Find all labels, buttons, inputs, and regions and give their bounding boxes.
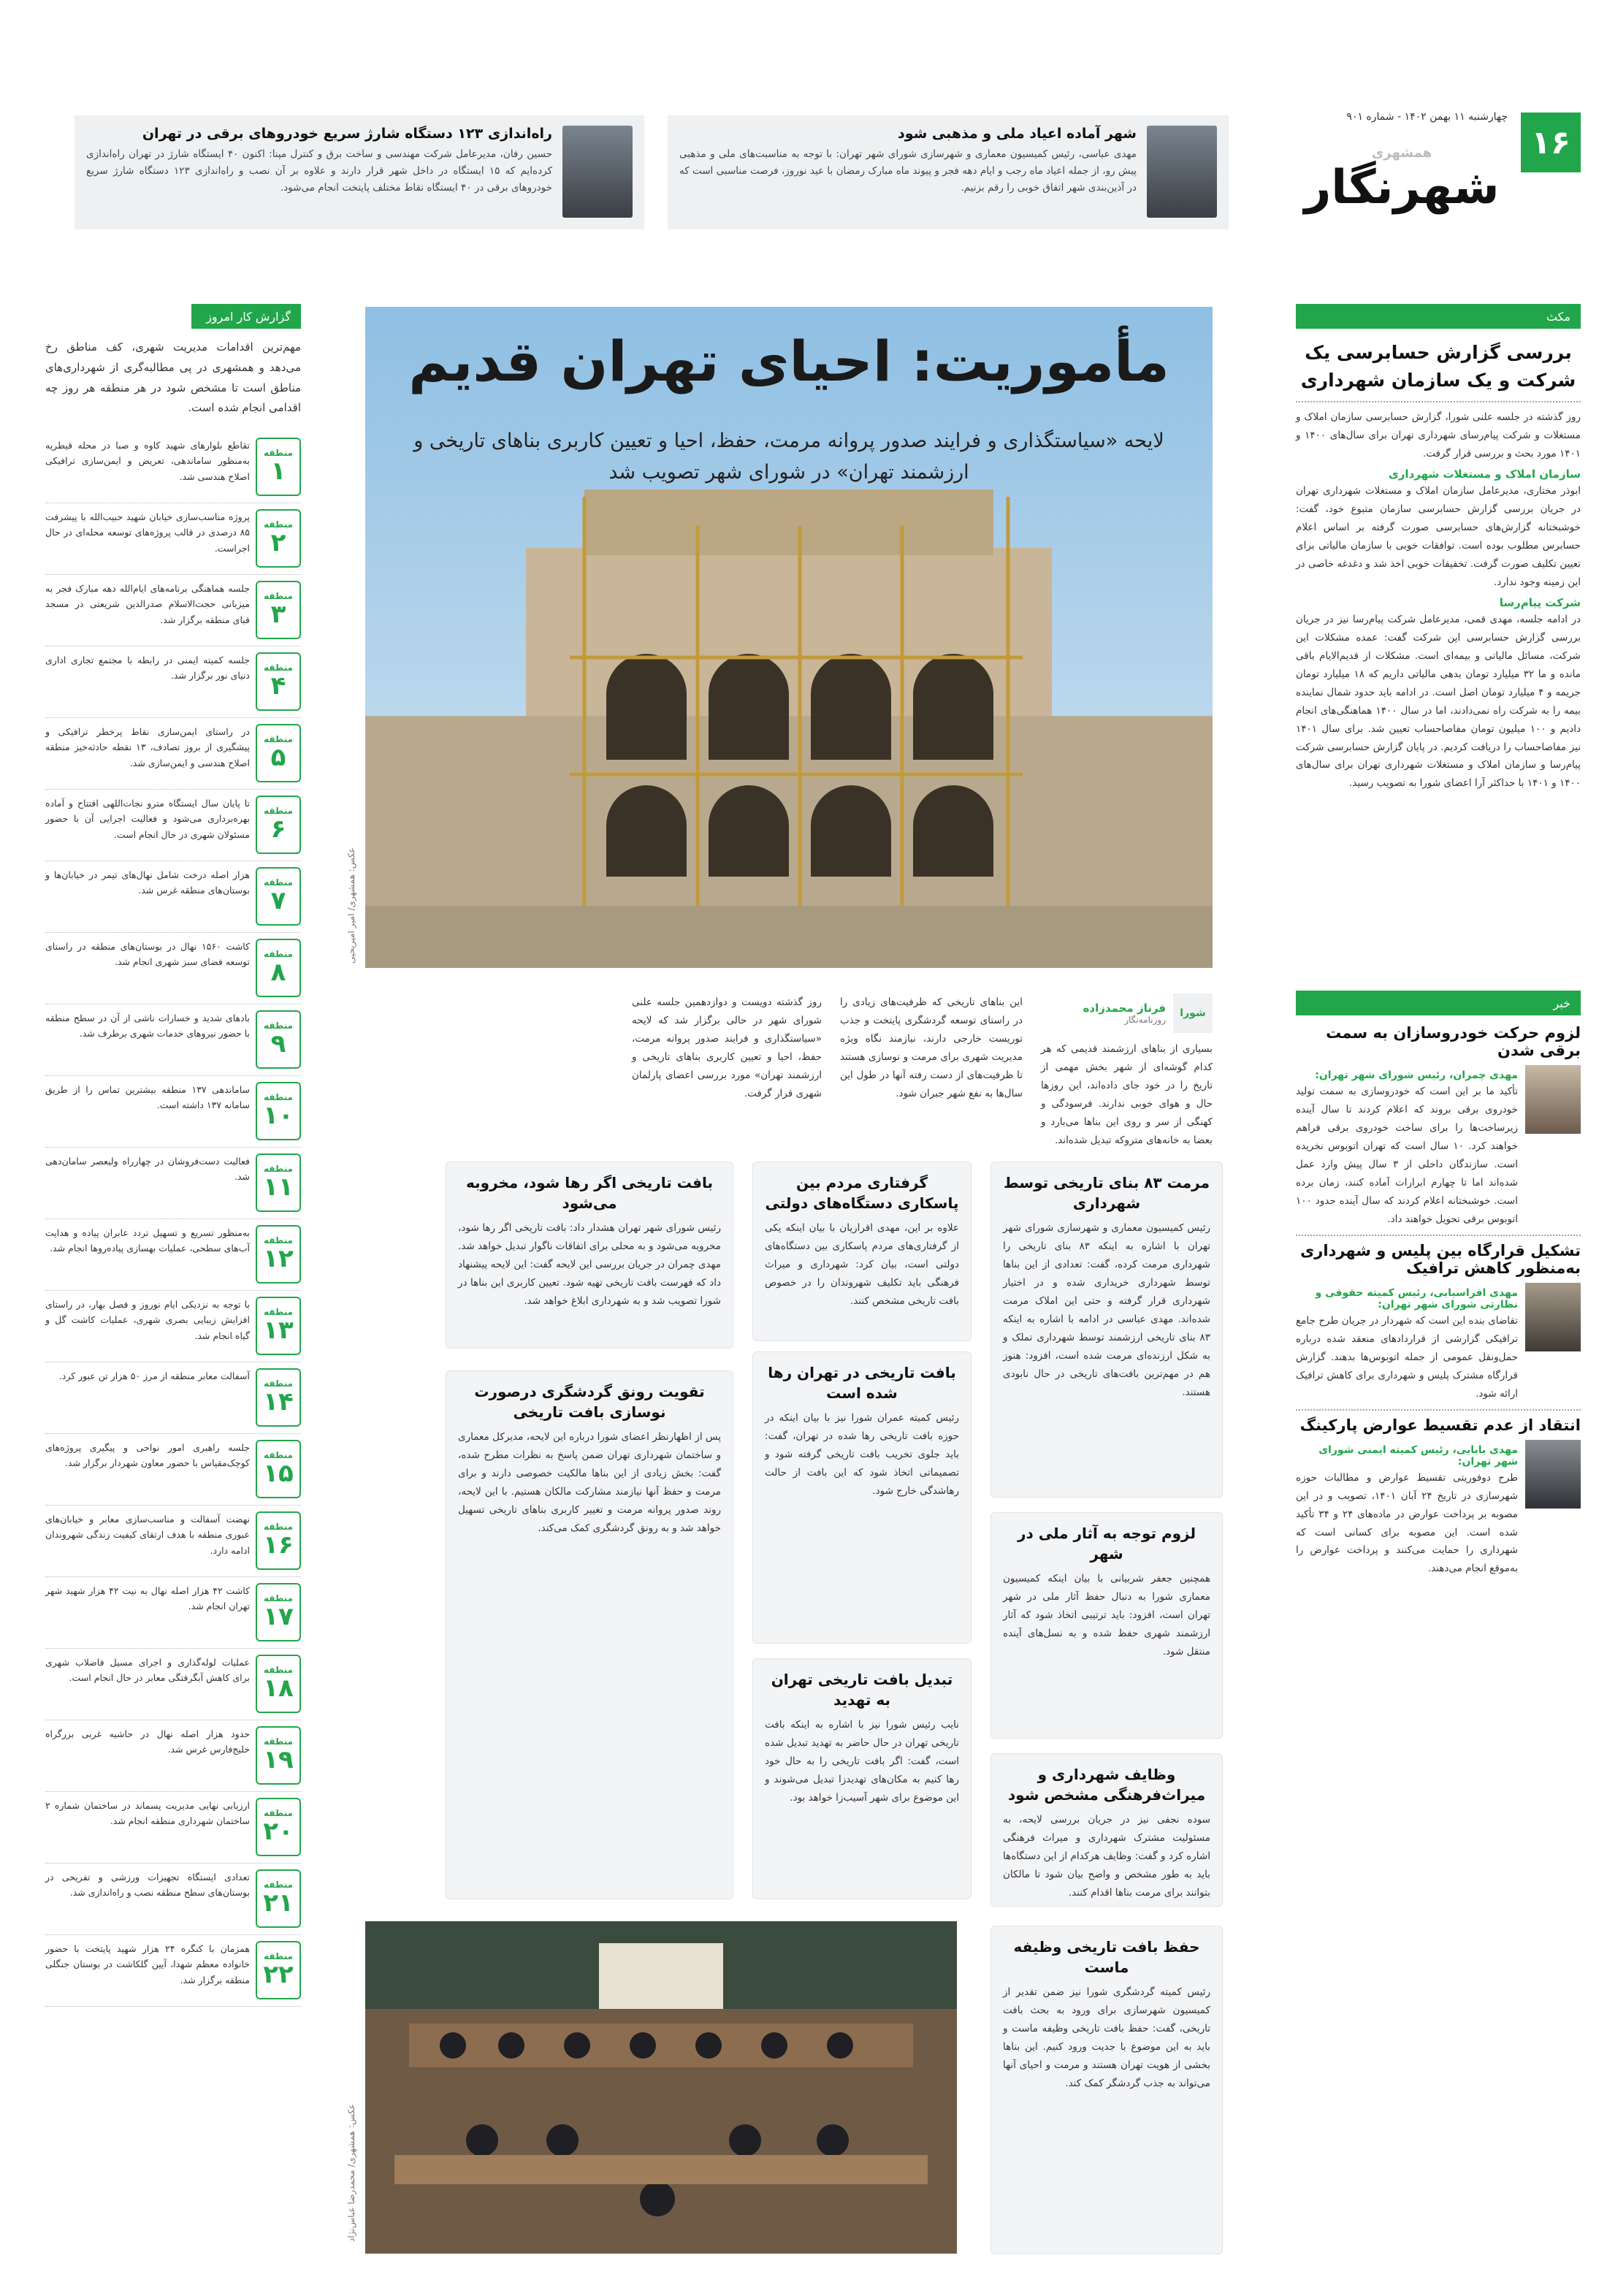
- region-label: منطقه: [264, 877, 293, 888]
- region-text: ساماندهی ۱۳۷ منطقه بیشترین تماس را از طریق سامانه ۱۳۷ داشته است.: [45, 1084, 250, 1111]
- region-text: تعدادی ایستگاه تجهیزات ورزشی و تفریحی در بوستان‌های سطح منطقه نصب و راه‌اندازی شد.: [45, 1872, 250, 1899]
- region-badge: [256, 581, 301, 639]
- region-badge: [256, 1798, 301, 1856]
- news-title: انتقاد از عدم تقسیط عوارض پارکینگ: [1299, 1416, 1581, 1434]
- byline: مهدی چمران، رئیس شورای شهر تهران:: [1315, 1069, 1518, 1081]
- news-item: [1296, 1242, 1581, 1403]
- region-number: ۳: [270, 600, 286, 630]
- card-body: سوده نجفی نیز در جریان بررسی لایحه، به مسئولیت مشترک شهرداری و میراث فرهنگی اشاره کرد و گفت: وظایف هرکدام از این دستگاه‌ها باید به طور مشخص و واضح بیان شود تا مالکان بتوانند برای مرمت بناها اقدام کنند.: [1003, 1814, 1210, 1899]
- card-title: تبدیل بافت تاریخی تهران به تهدید: [771, 1671, 953, 1709]
- top-news-body: حسین رفان، مدیرعامل شرکت مهندسی و ساخت برق و کنترل مپنا: اکنون ۴۰ ایستگاه شارژ در تهران راه‌اندازی کرده‌ایم که ۱۵ ایستگاه در داخل شهر قرار دارند و علاوه بر آن نصب و راه‌اندازی ۱۲۳ دستگاه شارژ سریع خودروهای برقی در ۴۰ ایستگاه نقاط مختلف پایتخت انجام می‌شود.: [86, 148, 553, 194]
- author-role: روزنامه‌نگار: [1124, 1015, 1166, 1025]
- article-card: [990, 1926, 1223, 2254]
- card-body: رئیس شورای شهر تهران هشدار داد: بافت تاریخی اگر رها شود، مخروبه می‌شود و به محلی برای اتفاقات ناگوار تبدیل خواهد شد. مهدی چمران در جریان بررسی این لایحه گفت: این لایحه پیشنهاد داد که فهرست بافت تاریخی تهیه شود. تعیین کاربری این بناها در شورا تصویب شد و به شهرداری ابلاغ خواهد شد.: [458, 1222, 721, 1307]
- region-number: ۴: [270, 671, 286, 701]
- page-number: ۱۶: [1521, 112, 1581, 172]
- intro-p1: بسیاری از بناهای ارزشمند قدیمی که هر کدام گوشه‌ای از شهر بخش مهمی از تاریخ را در خود جای داده‌اند، این روزها حال و هوای خوبی ندارند. فرسودگی و کهنگی از سر و روی این بناها می‌بارد و بعضا به خانه‌های متروکه تبدیل شده‌اند.: [1041, 1043, 1213, 1146]
- region-badge: [256, 724, 301, 782]
- region-number: ۱: [270, 457, 286, 487]
- region-number: ۱۸: [263, 1674, 294, 1704]
- region-label: منطقه: [264, 1450, 293, 1461]
- region-number: ۱۱: [263, 1172, 294, 1202]
- region-text: پروژه مناسب‌سازی خیابان شهید حبیب‌الله با پیشرفت ۸۵ درصدی در قالب پروژه‌های توسعه محله‌ای در حال اجراست.: [45, 511, 250, 554]
- region-number: ۱۹: [263, 1745, 294, 1775]
- region-badge: [256, 1082, 301, 1140]
- photo-credit: عکس: همشهری/ محمدرضا عباس‌نژاد: [346, 2104, 356, 2242]
- region-item: [45, 432, 301, 503]
- byline-photo: [1525, 1283, 1581, 1351]
- region-number: ۱۲: [263, 1244, 294, 1274]
- region-item: [45, 1362, 301, 1434]
- region-item: [45, 1935, 301, 2007]
- region-label: منطقه: [264, 1235, 293, 1246]
- region-badge: [256, 1440, 301, 1498]
- region-label: منطقه: [264, 1307, 293, 1318]
- audit-title: بررسی گزارش حسابرسی یک شرکت و یک سازمان شهرداری: [1300, 342, 1576, 391]
- region-badge: [256, 509, 301, 568]
- news-title: تشکیل قرارگاه بین پلیس و شهرداری به‌منظور کاهش ترافیک: [1300, 1241, 1581, 1277]
- region-label: منطقه: [264, 1092, 293, 1103]
- region-number: ۱۴: [263, 1387, 294, 1417]
- region-item: [45, 1506, 301, 1577]
- region-text: هزار اصله درخت شامل نهال‌های تیمر در خیابان‌ها و بوستان‌های منطقه غرس شد.: [45, 869, 250, 896]
- region-text: تا پایان سال ایستگاه مترو نجات‌اللهی افتتاح و آماده بهره‌برداری می‌شود و فعالیت اجرایی آن با حضور مسئولان شهری در حال انجام است.: [45, 798, 250, 840]
- region-number: ۱۷: [263, 1602, 294, 1632]
- region-item: [45, 575, 301, 647]
- reporter-photo: [1147, 126, 1217, 218]
- region-badge: [256, 438, 301, 496]
- card-title: گرفتاری مردم بین پاسکاری دستگاه‌های دولتی: [765, 1174, 959, 1212]
- region-label: منطقه: [264, 806, 293, 817]
- byline: مهدی بابایی، رئیس کمیته ایمنی شورای شهر تهران:: [1318, 1443, 1518, 1468]
- article-card: [446, 1162, 733, 1349]
- region-text: همزمان با کنگره ۲۴ هزار شهید پایتخت با حضور خانواده معظم شهدا، آیین گلکاشت در بوستان جنگلی منطقه برگزار شد.: [45, 1943, 250, 1986]
- masthead-logo: [1296, 136, 1508, 224]
- region-label: منطقه: [264, 1808, 293, 1819]
- card-title: حفظ بافت تاریخی وظیفه ماست: [1013, 1938, 1200, 1976]
- region-text: جلسه هماهنگی برنامه‌های ایام‌الله دهه مبارک فجر به میزبانی حجت‌الاسلام صدرالدین شریعتی در مسجد قبای منطقه برگزار شد.: [45, 583, 250, 625]
- region-item: [45, 1291, 301, 1362]
- region-number: ۲: [270, 528, 286, 558]
- region-text: جلسه راهبری امور نواحی و پیگیری پروژه‌های کوچک‌مقیاس با حضور معاون شهردار برگزار شد.: [45, 1442, 250, 1469]
- card-body: همچنین جعفر شربیانی با بیان اینکه کمیسیون معماری شورا به دنبال حفظ آثار ملی در شهر تهران است، افزود: باید ترتیبی اتخاذ شود که آثار ارزشمند شهری حفظ شده و به نسل‌های آینده منتقل شود.: [1003, 1573, 1210, 1658]
- region-label: منطقه: [264, 1593, 293, 1604]
- region-text: جلسه کمیته ایمنی در رابطه با مجتمع تجاری اداری دنیای نور برگزار شد.: [45, 655, 250, 682]
- region-number: ۱۵: [263, 1459, 294, 1489]
- region-badge: [256, 939, 301, 997]
- region-text: در راستای ایمن‌سازی نقاط پرخطر ترافیکی و پیشگیری از بروز تصادف، ۱۳ نقطه حادثه‌خیز منطقه اصلاح هندسی و ایمن‌سازی شد.: [45, 726, 250, 768]
- card-body: رئیس کمیته گردشگری شورا نیز ضمن تقدیر از کمیسیون شهرسازی برای ورود به بحث بافت تاریخی، گفت: حفظ بافت تاریخی وظیفه ماست و باید به این موضوع با جدیت ورود کنیم. این بناها بخشی از هویت تهران هستند و مرمت و احیای آنها می‌تواند به جذب گردشگر کمک کند.: [1003, 1986, 1210, 2089]
- region-label: منطقه: [264, 949, 293, 960]
- hero-title: مأموریت: احیای تهران قدیم: [408, 329, 1169, 394]
- region-number: ۸: [270, 958, 286, 988]
- news-item: [1296, 1024, 1581, 1229]
- author-name: فرناز محمدزاده: [1083, 1002, 1166, 1015]
- top-news-title: راه‌اندازی ۱۲۳ دستگاه شارژ سریع خودروهای برقی در تهران: [142, 126, 552, 142]
- card-body: علاوه بر این، مهدی اقراریان با بیان اینکه یکی از گرفتاری‌های مردم پاسکاری بین دستگاه‌های دولتی است، بیان کرد: شهرداری و میراث فرهنگی باید تکلیف شهروندان را در خصوص بافت تاریخی مشخص کنند.: [765, 1222, 959, 1307]
- region-text: آسفالت معابر منطقه از مرز ۵۰ هزار تن عبور کرد.: [58, 1370, 250, 1381]
- region-badge: [256, 1726, 301, 1785]
- article-card: [990, 1512, 1223, 1739]
- regions-column: [45, 304, 301, 2007]
- photo-credit: عکس: همشهری/ امیر امیریحیی: [346, 847, 356, 964]
- region-text: عملیات لوله‌گذاری و اجرای مسیل فاضلاب شهری برای کاهش آبگرفتگی معابر در حال انجام است.: [45, 1657, 250, 1684]
- news-column: [1296, 991, 1581, 1578]
- region-item: [45, 1219, 301, 1291]
- news-item: [1296, 1416, 1581, 1579]
- author-box: [1041, 993, 1213, 1150]
- region-label: منطقه: [264, 448, 293, 459]
- article-card: [752, 1658, 972, 1899]
- top-news-1: [668, 115, 1229, 229]
- region-badge: [256, 652, 301, 711]
- region-badge: [256, 1511, 301, 1570]
- region-text: حدود هزار اصله نهال در حاشیه غربی بزرگراه خلیج‌فارس غرس شد.: [45, 1728, 250, 1755]
- news-title: لزوم حرکت خودروسازان به سمت برقی شدن: [1326, 1024, 1581, 1059]
- region-item: [45, 1004, 301, 1076]
- region-badge: [256, 1153, 301, 1212]
- card-title: لزوم توجه به آثار ملی در شهر: [1017, 1525, 1196, 1563]
- region-badge: [256, 1941, 301, 1999]
- regions-intro: مهم‌ترین اقدامات مدیریت شهری، کف مناطق رخ می‌دهد و همشهری در پی مطالبه‌گری از شهرداری‌های مناطق است تا مشخص شود در هر منطقه هر روز چه اقدامی انجام شده است.: [45, 340, 301, 415]
- card-title: تقویت رونق گردشگری درصورت نوسازی بافت تاریخی: [474, 1383, 705, 1421]
- region-badge: [256, 1655, 301, 1713]
- intro-p3: روز گذشته دویست و دوازدهمین جلسه علنی شورای شهر در حالی برگزار شد که لایحه «سیاستگذاری و فرایند صدور پروانه مرمت، حفظ، احیا و تعیین کاربری بناهای تاریخی و ارزشمند تهران» مورد بررسی اعضای پارلمان شهری قرار گرفت.: [632, 996, 822, 1099]
- reporter-photo: [562, 126, 633, 218]
- section-label: مکث: [1296, 304, 1581, 329]
- region-number: ۶: [270, 815, 286, 844]
- date-line: چهارشنبه ۱۱ بهمن ۱۴۰۲ - شماره ۹۰۱: [1346, 111, 1508, 123]
- region-item: [45, 1649, 301, 1720]
- region-label: منطقه: [264, 519, 293, 530]
- byline-photo: [1525, 1065, 1581, 1134]
- card-title: مرمت ۸۳ بنای تاریخی توسط شهرداری: [1004, 1174, 1210, 1212]
- council-meeting-image: [365, 1921, 957, 2254]
- meeting-photo: [365, 1921, 957, 2254]
- card-title: بافت تاریخی اگر رها شود، مخروبه می‌شود: [466, 1174, 713, 1212]
- region-number: ۲۱: [263, 1888, 294, 1918]
- audit-intro: روز گذشته در جلسه علنی شورا، گزارش حسابرسی سازمان املاک و مستغلات و شرکت پیام‌رسای شهرداری تهران برای سال‌های ۱۴۰۰ و ۱۴۰۱ مورد بحث و بررسی قرار گرفت.: [1296, 411, 1581, 459]
- region-label: منطقه: [264, 663, 293, 674]
- subheading: سازمان املاک و مستغلات شهرداری: [1389, 467, 1581, 481]
- region-item: [45, 1577, 301, 1649]
- region-number: ۱۶: [263, 1530, 294, 1560]
- region-item: [45, 1792, 301, 1864]
- section-label: خبر: [1296, 991, 1581, 1015]
- article-card: [990, 1162, 1223, 1498]
- region-badge: [256, 867, 301, 926]
- logo-sub: همشهری: [1371, 145, 1432, 161]
- hero-photo: [365, 307, 1213, 968]
- region-number: ۱۰: [263, 1101, 294, 1131]
- top-news-2: [75, 115, 644, 229]
- news-body: طرح دوفوریتی تقسیط عوارض و مطالبات حوزه شهرسازی در تاریخ ۲۴ آبان ۱۴۰۱، تصویب و در این مصوبه بر پرداخت عوارض در ماده‌های ۲۴ و ۳۴ تأکید شده است. این مصوبه برای کسانی است که شهرداری را حمایت می‌کنند و پرداخت عوارض را به‌موقع انجام می‌دهند.: [1296, 1471, 1519, 1575]
- region-badge: [256, 1225, 301, 1284]
- building-illustration: [365, 307, 1213, 968]
- region-item: [45, 1148, 301, 1219]
- region-label: منطقه: [264, 1880, 293, 1891]
- region-label: منطقه: [264, 1021, 293, 1031]
- intro-p2: این بناهای تاریخی که ظرفیت‌های زیادی را در راستای توسعه گردشگری پایتخت و جذب توریست خارجی دارند، نیازمند نگاه ویژه مدیریت شهری برای مرمت و نوسازی هستند تا ظرفیت‌های از دست رفته آنها در طول این سال‌ها به نفع شهر جبران شود.: [840, 996, 1023, 1099]
- region-text: فعالیت دست‌فروشان در چهارراه ولیعصر سامان‌دهی شد.: [45, 1156, 250, 1183]
- logo-main: شهرنگار: [1304, 160, 1500, 215]
- region-label: منطقه: [264, 591, 293, 602]
- top-news-title: شهر آماده اعیاد ملی و مذهبی شود: [897, 126, 1137, 142]
- regions-list: [45, 432, 301, 2007]
- region-item: [45, 1076, 301, 1148]
- region-badge: [256, 796, 301, 854]
- region-item: [45, 1864, 301, 1935]
- audit-p2: در ادامه جلسه، مهدی قمی، مدیرعامل شرکت پیام‌رسا نیز در جریان بررسی گزارش حسابرسی این شرکت گفت: عمده مشکلات این شرکت، مسائل مالیاتی و بیمه‌ای است. مشکلات از قدیم‌الایام باقی مانده و ما ۳۲ میلیارد تومان بدهی مالیاتی داریم که ۱۸ میلیارد تومان جریمه و ۴ میلیارد تومان اصل است. در ادامه باید حدود شمال نماینده بیمه را به شرکت راه نمی‌دادند، اما در سال ۱۴۰۰ هماهنگی‌های انجام دادیم و ۱۰۰ میلیون تومان مفاصاحساب تعیین شد. برای سال ۱۴۰۱ نیز مفاصاحساب را دریافت کردیم. در پایان گزارش حسابرسی شرکت پیام‌رسا و سازمان املاک و مستغلات شهرداری تهران برای سال‌های ۱۴۰۰ و ۱۴۰۱ با حداکثر آرا اعضای شورا به تصویب رسید.: [1296, 613, 1581, 790]
- region-text: کاشت ۴۲ هزار اصله نهال به‌ نیت ۴۲ هزار شهید شهر تهران انجام شد.: [45, 1585, 251, 1612]
- region-item: [45, 647, 301, 718]
- region-label: منطقه: [264, 1951, 293, 1962]
- card-title: وظایف شهرداری و میراث‌فرهنگی مشخص شود: [1007, 1766, 1206, 1804]
- subheading: شرکت پیام‌رسا: [1499, 595, 1581, 609]
- region-label: منطقه: [264, 1164, 293, 1175]
- region-item: [45, 503, 301, 575]
- region-text: نهضت آسفالت و مناسب‌سازی معابر و خیابان‌های عبوری منطقه با هدف ارتقای کیفیت زندگی شهروندان ادامه دارد.: [45, 1514, 250, 1556]
- region-text: تقاطع بلوارهای شهید کاوه و صبا در محله قیطریه به‌منظور ساماندهی، تعریض و ایمن‌سازی ترافیکی اصلاح هندسی شد.: [45, 440, 250, 482]
- byline-photo: [1525, 1440, 1581, 1509]
- region-item: [45, 790, 301, 861]
- hero-lead: لایحه «سیاستگذاری و فرایند صدور پروانه مرمت، حفظ، احیا و تعیین کاربری بناهای تاریخی و ارزشمند تهران» در شورای شهر تصویب شد: [413, 430, 1164, 484]
- region-number: ۵: [270, 743, 286, 773]
- card-body: نایب رئیس شورا نیز با اشاره به اینکه بافت تاریخی تهران در حال حاضر به تهدید تبدیل شده است، گفت: اگر بافت تاریخی را به حال خود رها کنیم به مکان‌های تهدیدزا تبدیل می‌شوند و این موضوع برای شهر آسیب‌زا خواهد بود.: [765, 1719, 959, 1804]
- region-item: [45, 933, 301, 1004]
- card-body: رئیس کمیته عمران شورا نیز با بیان اینکه در حوزه بافت تاریخی رها شده در تهران، گفت: باید جلوی تخریب بافت تاریخی گرفته شود و تصمیماتی اتخاذ شود که این بافت از حالت رهاشدگی خارج شود.: [765, 1412, 959, 1497]
- right-column: [1296, 304, 1581, 793]
- byline: مهدی افراسیابی، رئیس کمیته حقوقی و نظارتی شورای شهر تهران:: [1315, 1286, 1518, 1311]
- article-card: [446, 1370, 733, 1899]
- region-text: بادهای شدید و خسارات ناشی از آن در سطح منطقه با حضور نیروهای خدمات شهری برطرف شد.: [45, 1012, 250, 1040]
- article-card: [752, 1351, 972, 1644]
- region-label: منطقه: [264, 1378, 293, 1389]
- region-text: ارزیابی نهایی مدیریت پسماند در ساختمان شماره ۲ ساختمان شهرداری منطقه انجام شد.: [45, 1800, 250, 1827]
- region-badge: [256, 1583, 301, 1641]
- article-card: [990, 1753, 1223, 1907]
- region-number: ۹: [270, 1029, 286, 1059]
- region-item: [45, 1720, 301, 1792]
- card-body: پس از اظهارنظر اعضای شورا درباره این لایحه، مدیرکل معماری و ساختمان شهرداری تهران ضمن پاسخ به نظرات مطرح شده، گفت: بخش زیادی از این بناها مالکیت خصوصی دارند و برای مرمت و حفظ آنها نیازمند مشارکت مالکان هستیم. با این لایحه، روند صدور پروانه مرمت و تغییر کاربری بناهای تاریخی تسهیل خواهد شد و به رونق گردشگری کمک می‌کند.: [458, 1431, 721, 1534]
- audit-p1: ابوذر مختاری، مدیرعامل سازمان املاک و مستغلات شهرداری تهران در جریان بررسی گزارش حسابرسی سازمان متبوع خود، گفت: خوشبختانه گزارش‌های حسابرسی صورت گرفته بر اساس اعلام حسابرس مطلوب بوده است. توافقات خوبی با سازمان مالیاتی برای تعیین تکلیف صورت گرفت. تخفیفات خوبی اخذ شد و دغدغه خاصی در این زمینه وجود ندارد.: [1296, 484, 1581, 588]
- region-label: منطقه: [264, 1522, 293, 1533]
- region-badge: [256, 1368, 301, 1427]
- news-body: تقاضای بنده این است که شهردار در جریان طرح جامع ترافیکی گزارشی از قرارداد‌های منعقد شده درباره حمل‌ونقل عمومی از جمله اتوبوس‌ها بدهند. گزارش قرارگاه مشترک پلیس و شهرداری برای کاهش ترافیک ارائه شود.: [1296, 1314, 1518, 1400]
- region-number: ۱۳: [263, 1316, 294, 1346]
- card-title: بافت تاریخی در تهران رها شده است: [768, 1364, 956, 1402]
- region-number: ۲۲: [263, 1960, 294, 1990]
- region-item: [45, 718, 301, 790]
- news-body: تأکید ما بر این است که خودروسازی به سمت تولید خودروی برقی بروند که اعلام کردند تا سال آینده زیرساخت‌ها را برای ساخت خودروی برقی فراهم خواهند کرد. ۱۰ سال است که تهران اتوبوس نخریده است. سازندگان داخلی از ۳ سال پیش وارد عمل شده‌اند اما تا چهارم ابرارات آماده کنند، زمان برده است. خوشبختانه اعلام کردند که سال آینده حدود ۱۰۰ اتوبوس برقی تحویل خواهند داد.: [1296, 1086, 1518, 1225]
- region-text: به‌منظور تسریع و تسهیل تردد عابران پیاده و هدایت آب‌های سطحی، عملیات بهسازی پیاده‌روها انجام شد.: [45, 1227, 250, 1254]
- author-tag: شورا: [1173, 993, 1213, 1033]
- top-news-body: مهدی عباسی، رئیس کمیسیون معماری و شهرسازی شورای شهر تهران: با توجه به مناسبت‌های ملی و مذهبی پیش رو، از جمله اعیاد ماه رجب و ایام دهه فجر و پیوند ماه مبارک رمضان با عید نوروز، فرصت مناسبی است که در آذین‌بندی شهر اتفاق خوبی را رقم بزنیم.: [679, 148, 1137, 194]
- region-label: منطقه: [264, 1736, 293, 1747]
- region-number: ۷: [270, 886, 286, 916]
- region-text: کاشت ۱۵۶۰ نهال در بوستان‌های منطقه در راستای توسعه فضای سبز شهری انجام شد.: [45, 941, 250, 968]
- region-item: [45, 1434, 301, 1506]
- region-label: منطقه: [264, 734, 293, 745]
- region-number: ۲۰: [263, 1817, 294, 1847]
- region-label: منطقه: [264, 1665, 293, 1676]
- section-label: گزارش کار امروز: [191, 304, 301, 329]
- region-item: [45, 861, 301, 933]
- region-text: با توجه به نزدیکی ایام نوروز و فصل بهار، در راستای افزایش زیبایی بصری شهری، عملیات کاشت گل و گیاه انجام شد.: [45, 1299, 250, 1341]
- article-card: [752, 1162, 972, 1341]
- region-badge: [256, 1010, 301, 1069]
- intro-strip: [365, 993, 1213, 1146]
- region-badge: [256, 1869, 301, 1928]
- card-body: رئیس کمیسیون معماری و شهرسازی شورای شهر تهران با اشاره به اینکه ۸۳ بنای تاریخی را شهرداری مرمت کرده، گفت: تعدادی از این بناها توسط شهرداری خریداری شده و در اختیار شهرداری قرار گرفته و حتی این املاک مرمت شده‌اند. مهدی عباسی در ادامه با اشاره به اینکه ۸۳ بنای تاریخی ارزشمند توسط شهرداری تملک و به شکل ارزنده‌ای مرمت شده است، افزود: هنوز هم در مهم‌ترین بافت‌های تاریخی در حال نابودی هستند.: [1003, 1222, 1210, 1398]
- region-badge: [256, 1297, 301, 1355]
